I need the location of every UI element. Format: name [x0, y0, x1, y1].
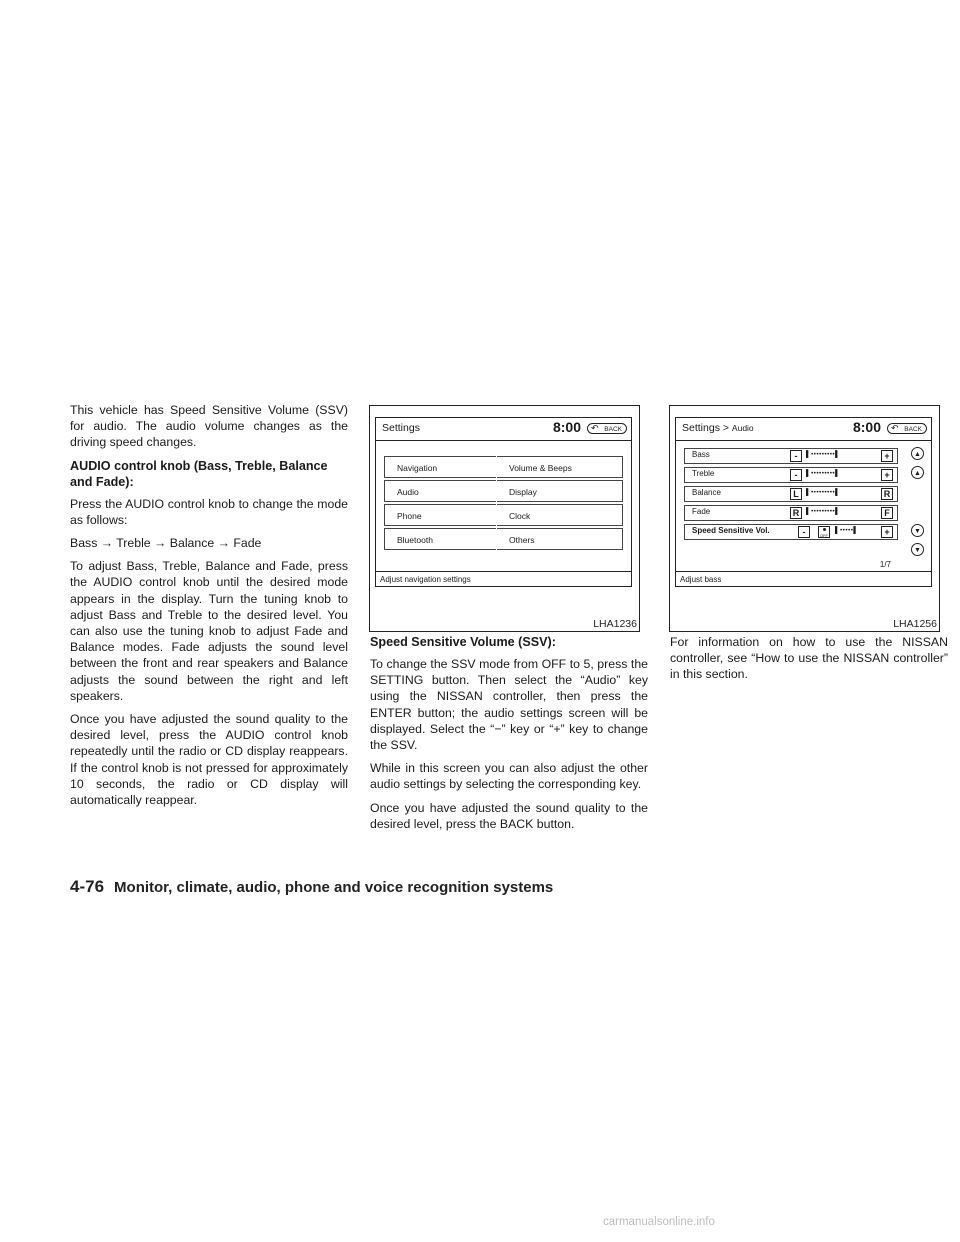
level-indicator: ▌•••••▌: [835, 527, 859, 534]
figure-id: LHA1236: [593, 618, 637, 630]
scroll-bottom-icon[interactable]: ▼: [911, 543, 924, 556]
balance-left-key[interactable]: L: [790, 488, 802, 500]
scroll-down-icon[interactable]: ▼: [911, 524, 924, 537]
back-button[interactable]: ↶ BACK: [587, 423, 627, 434]
footer-divider: [676, 571, 931, 572]
header-divider: [376, 440, 631, 441]
mode-sequence: Bass → Treble → Balance → Fade: [70, 536, 262, 551]
clock-time: 8:00: [552, 419, 581, 435]
screen-title: [682, 422, 754, 434]
text-column-middle: [370, 634, 648, 839]
ssv-plus-key[interactable]: +: [881, 526, 893, 538]
menu-item-volume-beeps[interactable]: Volume & Beeps: [497, 456, 623, 478]
screen-hint: Adjust bass: [680, 575, 722, 584]
bass-plus-key[interactable]: +: [881, 450, 893, 462]
menu-item-audio[interactable]: Audio: [384, 480, 496, 502]
screen-title-text: Settings >: [682, 422, 729, 434]
row-label: Treble: [692, 469, 715, 478]
page-number: 4-76: [70, 877, 105, 896]
audio-settings-screen: [675, 417, 932, 587]
screen-title: Settings: [382, 422, 420, 434]
page-indicator: 1/7: [879, 560, 891, 569]
ssv-off-indicator: OFF: [818, 526, 830, 538]
fade-row[interactable]: [684, 505, 898, 521]
settings-screen: [375, 417, 632, 587]
controller-reference-paragraph: For information on how to use the NISSAN controller, see “How to use the NISSAN controller” in this section.: [670, 635, 948, 682]
text-column-right: [670, 634, 948, 690]
level-indicator: ▌•••••••••▌: [806, 489, 841, 496]
menu-item-navigation[interactable]: Navigation: [384, 456, 496, 478]
footer-divider: [376, 571, 631, 572]
figure-settings-screen: [369, 405, 640, 632]
ssv-minus-key[interactable]: -: [798, 526, 810, 538]
menu-item-clock[interactable]: Clock: [497, 504, 623, 526]
menu-item-display[interactable]: Display: [497, 480, 623, 502]
header-divider: [676, 440, 931, 441]
text-column-left: [70, 402, 348, 815]
clock-time: 8:00: [852, 419, 881, 435]
balance-right-key[interactable]: R: [881, 488, 893, 500]
other-settings-paragraph: While in this screen you can also adjust the other audio settings by selecting the corresponding key.: [370, 761, 648, 792]
intro-paragraph: This vehicle has Speed Sensitive Volume (SSV) for audio. The audio volume changes as the driving speed changes.: [70, 403, 348, 450]
menu-item-bluetooth[interactable]: Bluetooth: [384, 528, 496, 550]
scroll-up-icon[interactable]: ▲: [911, 466, 924, 479]
fade-front-key[interactable]: F: [881, 507, 893, 519]
bass-row[interactable]: [684, 448, 898, 464]
treble-minus-key[interactable]: -: [790, 469, 802, 481]
watermark: carmanualsonline.info: [603, 1216, 715, 1228]
audio-knob-heading: AUDIO control knob (Bass, Treble, Balance and Fade):: [70, 458, 328, 489]
audio-knob-paragraph: Press the AUDIO control knob to change the mode as follows:: [70, 496, 348, 527]
level-indicator: ▌•••••••••▌: [806, 470, 841, 477]
ssv-row[interactable]: [684, 524, 898, 540]
treble-plus-key[interactable]: +: [881, 469, 893, 481]
page-footer: [70, 877, 553, 897]
row-label: Fade: [692, 507, 711, 516]
back-button[interactable]: ↶ BACK: [887, 423, 927, 434]
balance-row[interactable]: [684, 486, 898, 502]
ssv-heading: Speed Sensitive Volume (SSV):: [370, 635, 556, 649]
screen-subtitle: Audio: [731, 423, 754, 433]
menu-item-others[interactable]: Others: [497, 528, 623, 550]
row-label: Balance: [692, 488, 721, 497]
menu-item-phone[interactable]: Phone: [384, 504, 496, 526]
adjust-paragraph: To adjust Bass, Treble, Balance and Fade, press the AUDIO control knob until the desired mode appears in the display. Turn the tuning knob to adjust Bass and Treble to the desired level. You can also use the tuning knob to adjust Fade and Balance modes. Fade adjusts the sound level between the front and rear speakers and Balance adjusts the sound between the right and left speakers.: [70, 559, 348, 703]
back-button-paragraph: Once you have adjusted the sound quality to the desired level, press the BACK button.: [370, 800, 648, 831]
figure-audio-settings-screen: [669, 405, 940, 632]
treble-row[interactable]: [684, 467, 898, 483]
figure-id: LHA1256: [893, 618, 937, 630]
once-adjusted-paragraph: Once you have adjusted the sound quality to the desired level, press the AUDIO control knob repeatedly until the radio or CD display reappears. If the control knob is not pressed for approximately 10 seconds, the radio or CD display will automatically reappear.: [70, 712, 348, 808]
scroll-top-icon[interactable]: ▲: [911, 447, 924, 460]
level-indicator: ▌•••••••••▌: [806, 508, 841, 515]
row-label: Bass: [692, 450, 710, 459]
bass-minus-key[interactable]: -: [790, 450, 802, 462]
row-label: Speed Sensitive Vol.: [692, 526, 770, 535]
level-indicator: ▌•••••••••▌: [806, 451, 841, 458]
screen-hint: Adjust navigation settings: [380, 575, 471, 584]
section-title: Monitor, climate, audio, phone and voice recognition systems: [114, 879, 554, 896]
fade-rear-key[interactable]: R: [790, 507, 802, 519]
ssv-paragraph: To change the SSV mode from OFF to 5, press the SETTING button. Then select the “Audio” key using the NISSAN controller, then press the ENTER button; the audio settings screen will be displayed. Select the “−” key or “+” key to change the SSV.: [370, 657, 648, 753]
